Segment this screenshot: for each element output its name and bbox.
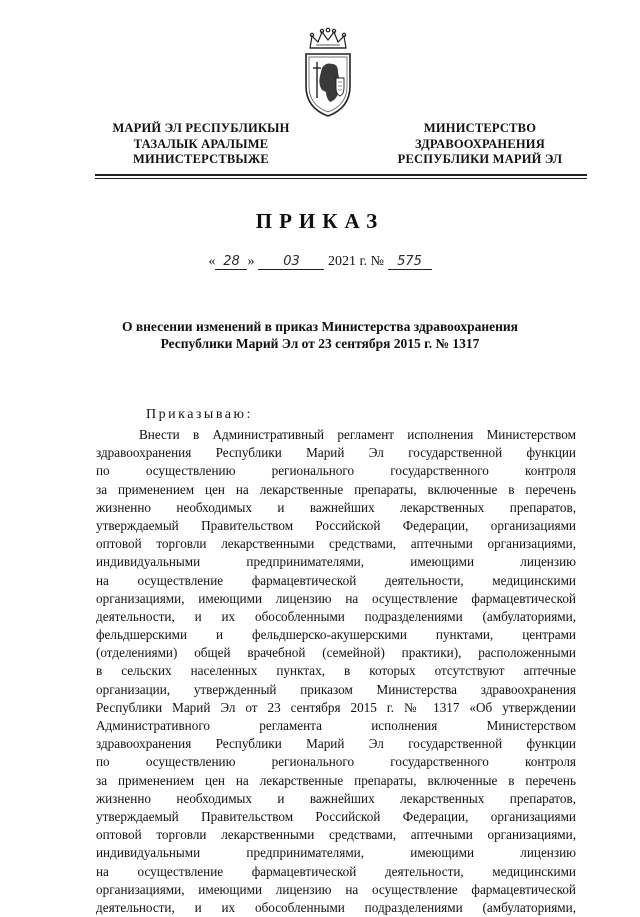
quote-open: « xyxy=(208,254,216,269)
header-right-line: ЗДРАВООХРАНЕНИЯ xyxy=(415,136,545,151)
header-right-line: МИНИСТЕРСТВО xyxy=(423,121,537,135)
header-left-block xyxy=(96,121,306,168)
body-line: жизненно необходимых и важнейших лекарственных препаратов, xyxy=(96,499,576,515)
header-right-line: РЕСПУБЛИКИ МАРИЙ ЭЛ xyxy=(397,152,563,166)
header-right-block xyxy=(380,121,580,168)
header-left-line: ТАЗАЛЫК АРАЛЫМЕ xyxy=(133,136,269,151)
body-line: индивидуальными предпринимателями, имеющими лицензию xyxy=(96,845,576,861)
body-line: утверждаемый Правительством Российской Федерации, организациями xyxy=(96,808,576,824)
header-rule-thin xyxy=(95,178,587,179)
body-line: жизненно необходимых и важнейших лекарственных препаратов, xyxy=(96,790,576,806)
body-line: Административного регламента исполнения Министерством xyxy=(96,718,576,733)
body-line: здравоохранения Республики Марий Эл государственной функции xyxy=(96,736,576,752)
body-line: (отделениями) общей врачебной (семейной) практики), расположенными xyxy=(96,645,576,661)
order-year-text: 2021 г. № xyxy=(327,254,385,269)
body-line: на осуществление фармацевтической деятельности, медицинскими xyxy=(96,863,576,879)
order-subject xyxy=(0,318,640,352)
body-line: на осуществление фармацевтической деятельности, медицинскими xyxy=(96,572,576,588)
body-line: утверждаемый Правительством Российской Федерации, организациями xyxy=(96,517,576,533)
document-title: ПРИКАЗ xyxy=(255,209,385,233)
body-line: по осуществлению регионального государственного контроля xyxy=(96,463,576,479)
body-line: индивидуальными предпринимателями, имеющими лицензию xyxy=(96,554,576,570)
quote-close: » xyxy=(247,254,255,269)
prikazyvayu-label: Приказываю: xyxy=(146,407,253,422)
body-line: здравоохранения Республики Марий Эл государственной функции xyxy=(96,445,576,461)
body-line: оптовой торговли лекарственными средствами, аптечными организациями, xyxy=(96,827,576,843)
body-line: Внести в Административный регламент исполнения Министерством xyxy=(139,427,576,442)
body-line: деятельности, и их обособленными подразделениями (амбулаториями, xyxy=(96,608,576,624)
header-rule-thick xyxy=(95,174,587,176)
body-line: оптовой торговли лекарственными средствами, аптечными организациями, xyxy=(96,536,576,552)
order-date-line xyxy=(0,254,640,270)
header-left-line: МАРИЙ ЭЛ РЕСПУБЛИКЫН xyxy=(112,121,290,135)
body-line: организации, утвержденный приказом Министерства здравоохранения xyxy=(96,681,576,697)
order-month: 03 xyxy=(258,254,324,270)
body-line: за применением цен на лекарственные препараты, включенные в перечень xyxy=(96,772,576,788)
body-line: организациями, имеющими лицензию на осуществление фармацевтической xyxy=(96,590,576,606)
subject-line: О внесении изменений в приказ Министерства здравоохранения xyxy=(121,319,518,334)
body-line: в сельских населенных пунктах, в которых отсутствуют аптечные xyxy=(96,663,576,679)
header-left-line: МИНИСТЕРСТВЫЖЕ xyxy=(133,152,269,166)
order-day: 28 xyxy=(215,254,247,270)
body-text xyxy=(96,426,576,917)
order-number: 575 xyxy=(388,254,432,270)
body-line: за применением цен на лекарственные препараты, включенные в перечень xyxy=(96,481,576,497)
body-line: фельдшерскими и фельдшерско-акушерскими пунктами, центрами xyxy=(96,627,576,643)
body-line: деятельности, и их обособленными подразделениями (амбулаториями, xyxy=(96,899,576,915)
subject-line: Республики Марий Эл от 23 сентября 2015 г. № 1317 xyxy=(160,336,480,351)
body-line: Республики Марий Эл от 23 сентября 2015 г. № 1317 «Об утверждении xyxy=(96,699,576,715)
body-line: организациями, имеющими лицензию на осуществление фармацевтической xyxy=(96,881,576,897)
body-line: по осуществлению регионального государственного контроля xyxy=(96,754,576,770)
coat-of-arms-emblem xyxy=(300,28,356,120)
